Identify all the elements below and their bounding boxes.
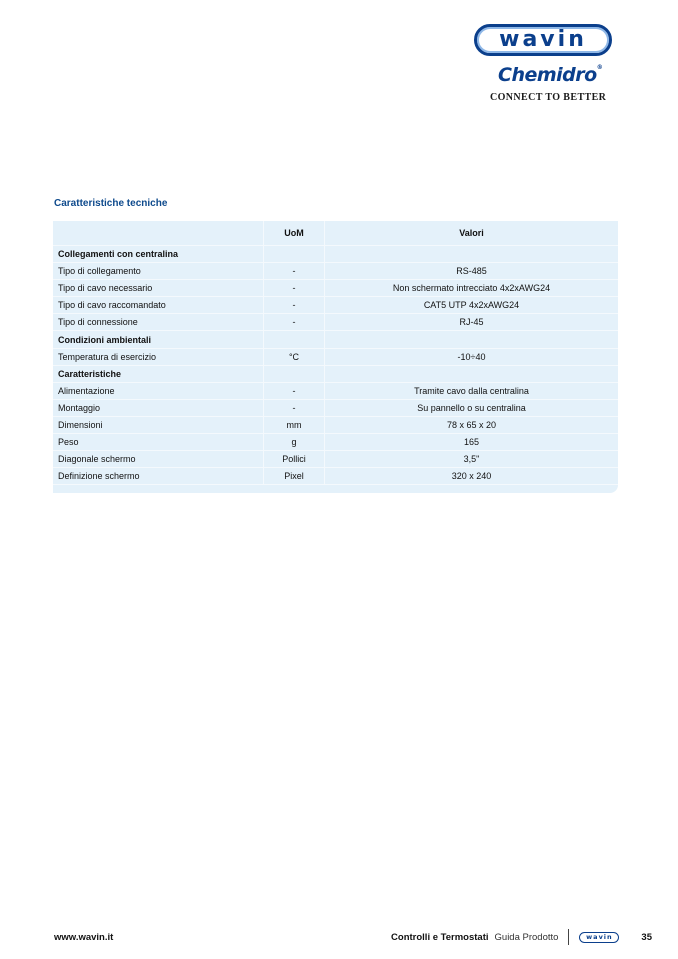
- brand-tagline: CONNECT TO BETTER: [490, 92, 607, 103]
- spec-value: [325, 331, 619, 348]
- spec-uom: [264, 331, 325, 348]
- group-heading: Caratteristiche: [53, 365, 264, 382]
- spec-uom: -: [264, 263, 325, 280]
- spec-label: Alimentazione: [53, 382, 264, 399]
- group-heading: Condizioni ambientali: [53, 331, 264, 348]
- spec-value: -10÷40: [325, 348, 619, 365]
- footer-doc-title: Controlli e Termostati: [391, 931, 489, 943]
- footer-wavin-logo: [579, 932, 619, 943]
- spec-value: Tramite cavo dalla centralina: [325, 382, 619, 399]
- spec-label: Montaggio: [53, 399, 264, 416]
- spec-value: RJ-45: [325, 314, 619, 331]
- spec-uom: [264, 246, 325, 263]
- specifications-table: [53, 221, 618, 493]
- table-row: [53, 468, 618, 485]
- table-row: [53, 280, 618, 297]
- footer-wavin-logo-text: wavin: [586, 933, 613, 941]
- spec-value: Non schermato intrecciato 4x2xAWG24: [325, 280, 619, 297]
- header-uom: UoM: [264, 221, 325, 246]
- spec-uom: [264, 365, 325, 382]
- spec-value: 78 x 65 x 20: [325, 416, 619, 433]
- spec-value: Su pannello o su centralina: [325, 399, 619, 416]
- spec-uom: Pollici: [264, 451, 325, 468]
- spec-uom: -: [264, 382, 325, 399]
- footer-url: www.wavin.it: [54, 932, 114, 943]
- spec-uom: mm: [264, 416, 325, 433]
- chemidro-logo-text: Chemidro: [498, 64, 597, 86]
- spec-uom: g: [264, 434, 325, 451]
- table-group-row: [53, 246, 618, 263]
- spec-uom: °C: [264, 348, 325, 365]
- spec-uom: -: [264, 280, 325, 297]
- spec-label: Definizione schermo: [53, 468, 264, 485]
- spec-value: 3,5": [325, 451, 619, 468]
- spec-label: Tipo di cavo necessario: [53, 280, 264, 297]
- table-row: [53, 382, 618, 399]
- spec-value: 165: [325, 434, 619, 451]
- footer-info: [391, 927, 652, 947]
- table-row: [53, 297, 618, 314]
- spec-label: Diagonale schermo: [53, 451, 264, 468]
- spec-uom: Pixel: [264, 468, 325, 485]
- group-heading: Collegamenti con centralina: [53, 246, 264, 263]
- header-value: Valori: [325, 221, 619, 246]
- table-row: [53, 434, 618, 451]
- spec-label: Tipo di collegamento: [53, 263, 264, 280]
- table-group-row: [53, 365, 618, 382]
- footer-doc-subtitle: Guida Prodotto: [494, 931, 559, 943]
- table-row: [53, 416, 618, 433]
- spec-label: Tipo di connessione: [53, 314, 264, 331]
- brand-logo: [468, 20, 620, 104]
- spec-uom: -: [264, 297, 325, 314]
- spec-value: [325, 246, 619, 263]
- table-header-row: [53, 221, 618, 246]
- spec-label: Temperatura di esercizio: [53, 348, 264, 365]
- chemidro-logo: Chemidro®: [498, 64, 603, 86]
- spec-value: 320 x 240: [325, 468, 619, 485]
- spec-uom: -: [264, 399, 325, 416]
- table-row: [53, 314, 618, 331]
- spec-value: RS-485: [325, 263, 619, 280]
- spec-label: Peso: [53, 434, 264, 451]
- spec-label: Tipo di cavo raccomandato: [53, 297, 264, 314]
- wavin-logo: [474, 24, 612, 56]
- spec-label: Dimensioni: [53, 416, 264, 433]
- table-row: [53, 263, 618, 280]
- wavin-logo-text: wavin: [499, 27, 587, 52]
- spec-uom: -: [264, 314, 325, 331]
- table-group-row: [53, 331, 618, 348]
- table-row: [53, 399, 618, 416]
- header-label: [53, 221, 264, 246]
- footer-divider: [568, 929, 569, 945]
- table-row: [53, 451, 618, 468]
- spec-value: CAT5 UTP 4x2xAWG24: [325, 297, 619, 314]
- table-row: [53, 348, 618, 365]
- page-number: 35: [641, 931, 652, 943]
- spec-value: [325, 365, 619, 382]
- section-title: Caratteristiche tecniche: [54, 198, 168, 209]
